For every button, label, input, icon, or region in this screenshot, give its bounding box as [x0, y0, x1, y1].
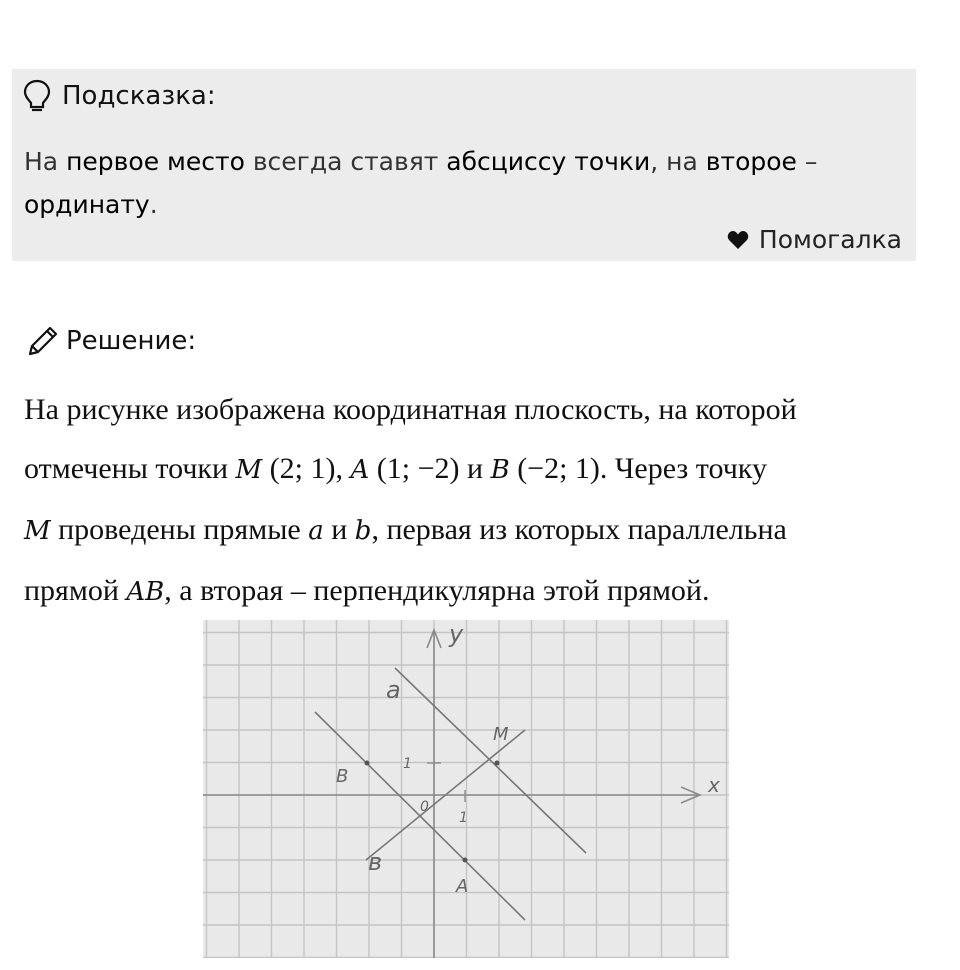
hint-text-part: всегда ставят: [244, 147, 447, 176]
credit[interactable]: [727, 225, 902, 254]
hint-emphasis: первое место: [66, 147, 245, 176]
line-b-label: в: [368, 848, 383, 876]
hint-text-part: .: [149, 190, 158, 219]
axis-y-label: y: [449, 620, 464, 648]
heart-icon: [727, 230, 749, 250]
pencil-icon: [26, 324, 60, 358]
solution-line: и: [323, 513, 355, 546]
point-m: [495, 761, 500, 766]
hint-emphasis: ординату: [24, 190, 150, 219]
point-a-label: A: [456, 876, 469, 897]
solution-line: проведены прямые: [50, 513, 309, 546]
credit-label: Помогалка: [758, 225, 902, 254]
hint-text: [24, 140, 894, 226]
hint-title: [22, 78, 216, 114]
math-var: a: [308, 516, 324, 546]
solution-line: На рисунке изображена координатная плоскость, на которой: [24, 393, 797, 426]
solution-line: , а вторая – перпендикулярна этой прямой.: [164, 574, 710, 607]
solution-line: , первая из которых параллельна: [371, 513, 787, 546]
hint-emphasis: второе: [705, 147, 797, 176]
solution-line: (−2; 1). Через точку: [509, 452, 767, 485]
hint-emphasis: абсциссу точки: [446, 147, 651, 176]
line-a-label: a: [386, 676, 401, 704]
math-var: M: [24, 516, 51, 546]
line-a: [395, 668, 586, 853]
solution-title: [26, 324, 196, 358]
hint-title-text: Подсказка:: [62, 81, 216, 111]
solution-line: (2; 1),: [262, 452, 351, 485]
solution-line: отмечены точки: [24, 452, 236, 485]
point-b-label: B: [336, 766, 349, 787]
math-var: AB: [126, 577, 165, 607]
lightbulb-icon: [22, 78, 52, 114]
solution-text: [24, 380, 934, 622]
axis-x-label: x: [708, 773, 720, 797]
x-unit-label: 1: [459, 810, 468, 826]
hint-text-part: –: [796, 147, 818, 176]
y-unit-label: 1: [403, 756, 412, 772]
solution-line: прямой: [24, 574, 127, 607]
math-var: M: [235, 455, 263, 485]
hint-text-part: , на: [650, 147, 706, 176]
point-a: [463, 858, 468, 863]
math-var: B: [490, 455, 510, 485]
coordinate-plane: [203, 620, 729, 958]
solution-line: (1; −2) и: [369, 452, 491, 485]
hint-text-part: На: [24, 147, 67, 176]
point-m-label: M: [493, 724, 509, 745]
math-var: A: [350, 455, 370, 485]
coordinate-figure: [203, 620, 729, 958]
solution-title-text: Решение:: [66, 326, 197, 356]
point-b: [365, 761, 370, 766]
origin-label: 0: [420, 799, 429, 815]
math-var: b: [354, 516, 372, 546]
